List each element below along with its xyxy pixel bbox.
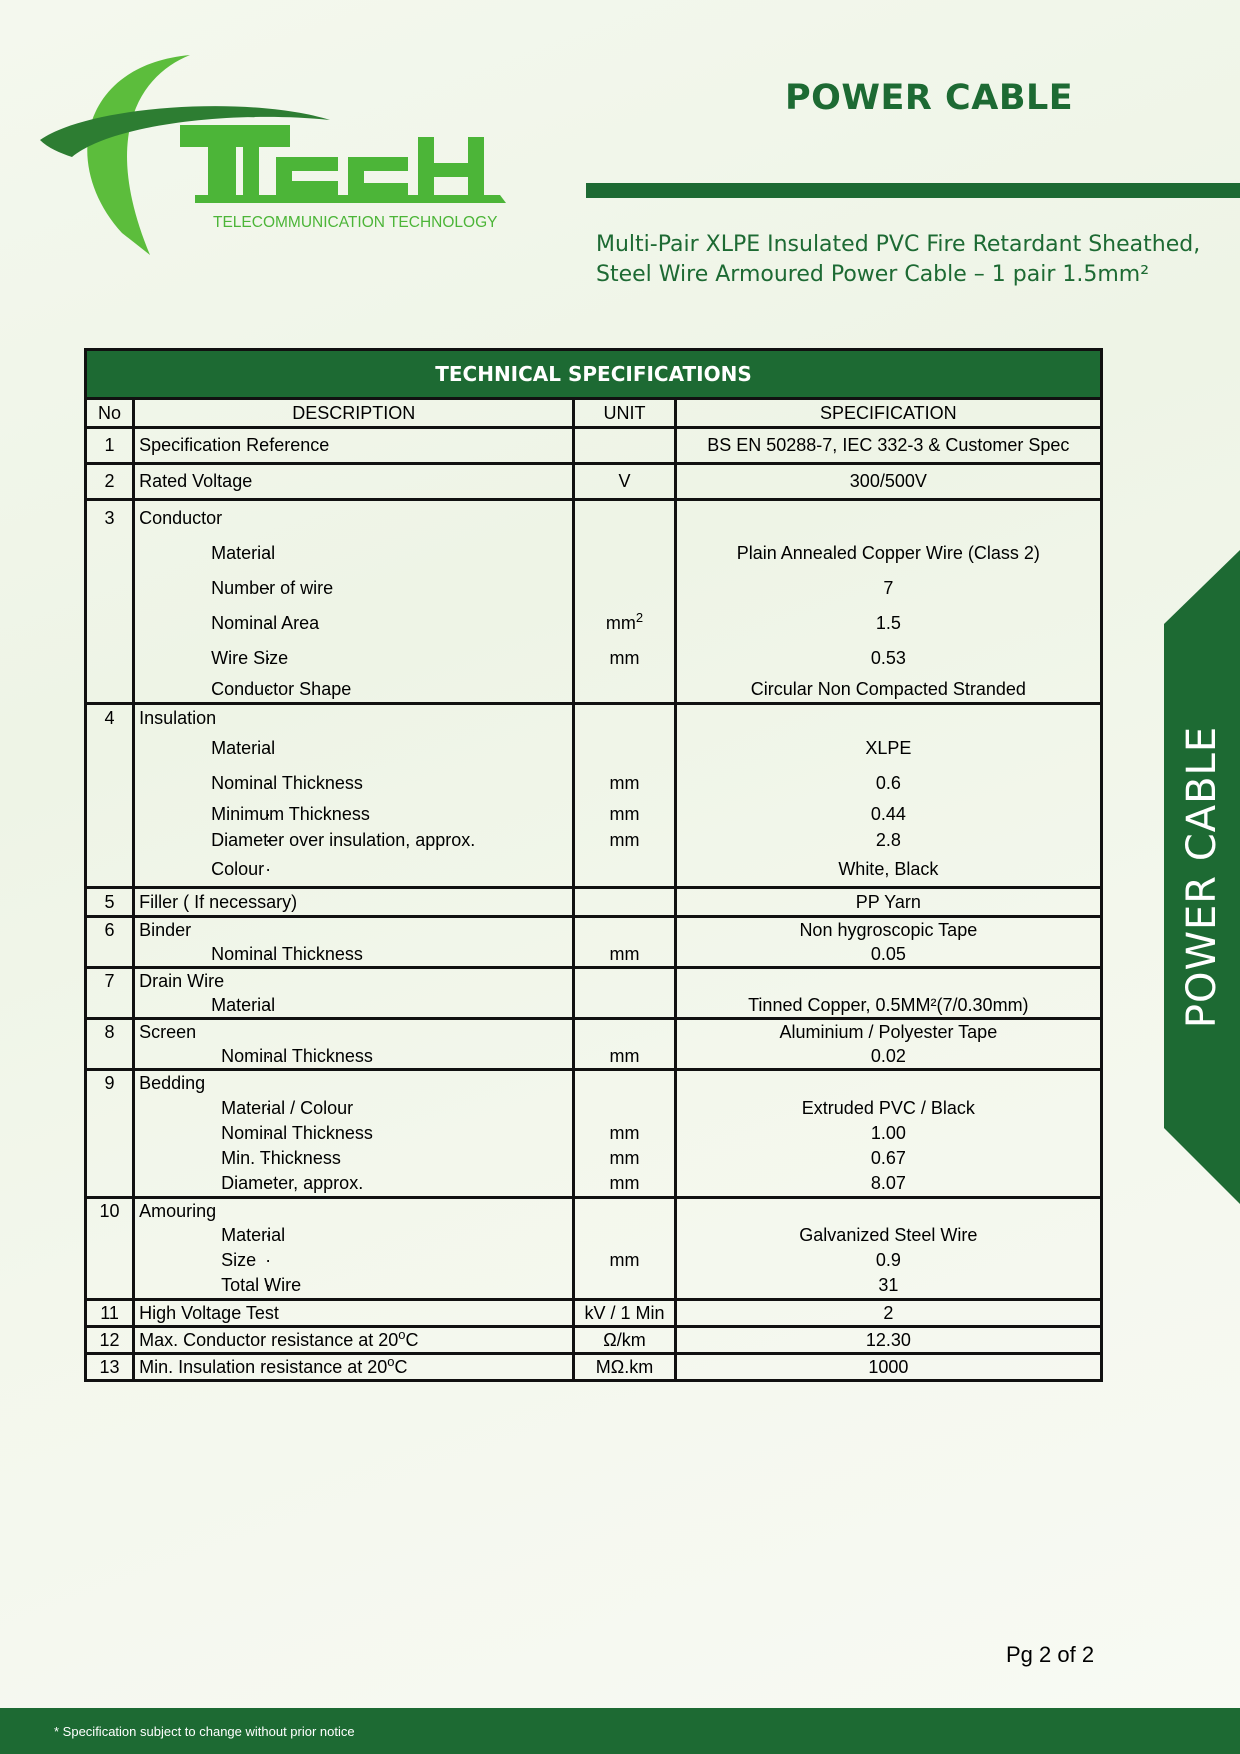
row-no: 1 bbox=[104, 435, 115, 455]
sub-item-label: · Nominal Area bbox=[135, 606, 572, 641]
sub-item-unit: mm bbox=[609, 648, 640, 668]
row-no: 6 bbox=[104, 920, 115, 940]
sub-item-label: · Material bbox=[135, 1223, 572, 1248]
desc-text: Max. Conductor resistance at 20 bbox=[139, 1330, 399, 1350]
row-no: 12 bbox=[99, 1330, 120, 1350]
sub-item-spec: 0.9 bbox=[875, 1250, 901, 1270]
sub-item-unit bbox=[575, 731, 673, 766]
sub-item-spec: 0.53 bbox=[870, 648, 906, 668]
row-description: Drain Wire bbox=[139, 971, 225, 991]
table-row bbox=[86, 917, 1102, 968]
sub-item-spec: White, Black bbox=[838, 859, 939, 879]
sub-item-spec: 1.5 bbox=[875, 613, 901, 633]
technical-specifications-table bbox=[84, 348, 1103, 1382]
sub-item-spec: Tinned Copper, 0.5MM²(7/0.30mm) bbox=[748, 995, 1029, 1015]
sub-item-spec: 0.05 bbox=[870, 944, 906, 964]
row-spec: Aluminium / Polyester Tape bbox=[779, 1022, 998, 1042]
row-spec: PP Yarn bbox=[855, 892, 921, 912]
row-no: 8 bbox=[104, 1022, 115, 1042]
row-unit: Ω/km bbox=[603, 1330, 646, 1350]
col-header-specification: SPECIFICATION bbox=[675, 399, 1101, 428]
sub-item-unit: mm bbox=[609, 1173, 640, 1193]
row-description: Filler ( If necessary) bbox=[139, 892, 298, 912]
row-description: Insulation bbox=[139, 708, 217, 728]
sub-item-spec: 1.00 bbox=[870, 1123, 906, 1143]
sub-item-label: · Diameter, approx. bbox=[135, 1171, 572, 1196]
sub-item-label: · Material bbox=[135, 536, 572, 571]
table-row bbox=[86, 428, 1102, 464]
row-no: 10 bbox=[99, 1201, 120, 1221]
sub-item-spec: 0.44 bbox=[870, 804, 906, 824]
table-row bbox=[86, 500, 1102, 704]
subtitle-line-2: Steel Wire Armoured Power Cable – 1 pair 1.5mm² bbox=[596, 262, 1150, 287]
table-row bbox=[86, 1327, 1102, 1354]
logo-tagline: TELECOMMUNICATION TECHNOLOGY bbox=[213, 214, 498, 231]
logo-letters bbox=[180, 125, 506, 203]
unit-text: mm bbox=[605, 613, 636, 633]
sub-item-spec: 0.67 bbox=[870, 1148, 906, 1168]
sub-item-unit bbox=[575, 1223, 673, 1248]
sub-item-label: · Material bbox=[135, 731, 572, 766]
sub-item-spec: XLPE bbox=[865, 738, 912, 758]
col-header-description: DESCRIPTION bbox=[134, 399, 574, 428]
sub-item-label: · Material / Colour bbox=[135, 1096, 572, 1121]
title-underline bbox=[586, 183, 1240, 198]
row-unit: V bbox=[618, 471, 631, 491]
row-unit bbox=[575, 889, 673, 915]
sub-item-unit bbox=[575, 1273, 673, 1298]
row-description: Amouring bbox=[139, 1201, 217, 1221]
sub-item-unit-area bbox=[575, 606, 673, 641]
desc-text: Min. Insulation resistance at 20 bbox=[139, 1357, 388, 1377]
sub-item-unit: mm bbox=[609, 944, 640, 964]
table-row bbox=[86, 1070, 1102, 1198]
sub-item-label: · Conductor Shape bbox=[135, 676, 572, 702]
row-spec: 1000 bbox=[868, 1357, 909, 1377]
sub-item-spec: Galvanized Steel Wire bbox=[799, 1225, 978, 1245]
row-description: Bedding bbox=[139, 1073, 206, 1093]
row-no: 4 bbox=[104, 708, 115, 728]
sub-item-spec: 2.8 bbox=[875, 830, 901, 850]
desc-tail: C bbox=[405, 1330, 419, 1350]
logo-swoosh-arc bbox=[87, 55, 190, 255]
row-no: 11 bbox=[100, 1303, 119, 1323]
row-description: Conductor bbox=[139, 508, 223, 528]
sub-item-label: · Nominal Thickness bbox=[135, 942, 572, 966]
sub-item-unit: mm bbox=[609, 1148, 640, 1168]
row-unit: MΩ.km bbox=[595, 1357, 654, 1377]
sub-item-unit: mm bbox=[609, 804, 640, 824]
sub-item-label: · Nominal Thickness bbox=[135, 1044, 572, 1068]
degree-superscript: o bbox=[398, 1327, 406, 1342]
sub-item-spec: 8.07 bbox=[870, 1173, 906, 1193]
sub-item-spec: Circular Non Compacted Stranded bbox=[750, 679, 1026, 699]
sub-item-unit bbox=[575, 571, 673, 606]
sub-item-label: · Wire Size bbox=[135, 641, 572, 676]
row-no: 2 bbox=[104, 471, 115, 491]
sub-item-spec: 0.02 bbox=[870, 1046, 906, 1066]
sub-item-unit: mm bbox=[609, 830, 640, 850]
row-spec: 12.30 bbox=[865, 1330, 911, 1350]
footer-note: * Specification subject to change without prior notice bbox=[54, 1723, 355, 1739]
table-banner: TECHNICAL SPECIFICATIONS bbox=[86, 350, 1102, 399]
row-no: 13 bbox=[99, 1357, 120, 1377]
sub-item-unit bbox=[575, 676, 673, 702]
page-number: Pg 2 of 2 bbox=[1006, 1642, 1095, 1667]
sub-item-unit: mm bbox=[609, 1250, 640, 1270]
col-header-unit: UNIT bbox=[574, 399, 675, 428]
row-no: 9 bbox=[104, 1073, 115, 1093]
sub-item-label: · Colour bbox=[135, 853, 572, 886]
table-row bbox=[86, 1198, 1102, 1300]
row-description: Screen bbox=[139, 1022, 197, 1042]
tech-logo bbox=[30, 45, 510, 265]
row-unit: kV / 1 Min bbox=[584, 1303, 665, 1323]
sub-item-label: · Minimum Thickness bbox=[135, 801, 572, 827]
sub-item-spec: 7 bbox=[883, 578, 894, 598]
side-tab bbox=[1164, 550, 1240, 1204]
sub-item-label: · Number of wire bbox=[135, 571, 572, 606]
sub-item-unit: mm bbox=[609, 1046, 640, 1066]
product-subtitle bbox=[596, 230, 1226, 290]
sub-item-unit: mm bbox=[609, 773, 640, 793]
table-row bbox=[86, 888, 1102, 917]
row-no: 7 bbox=[104, 971, 115, 991]
row-description: Specification Reference bbox=[139, 435, 330, 455]
sub-item-unit bbox=[575, 853, 673, 886]
sub-item-label: · Nominal Thickness bbox=[135, 1121, 572, 1146]
row-spec: 2 bbox=[883, 1303, 894, 1323]
table-row bbox=[86, 1019, 1102, 1070]
row-spec: Non hygroscopic Tape bbox=[799, 920, 978, 940]
sub-item-unit bbox=[575, 993, 673, 1017]
sub-item-spec: 0.6 bbox=[875, 773, 901, 793]
row-description bbox=[135, 1328, 572, 1352]
table-row bbox=[86, 704, 1102, 888]
sub-item-label: · Size bbox=[135, 1248, 572, 1273]
sub-item-label: · Diameter over insulation, approx. bbox=[135, 827, 572, 853]
sub-item-spec: 31 bbox=[878, 1275, 899, 1295]
row-spec: 300/500V bbox=[849, 471, 927, 491]
row-description: Rated Voltage bbox=[139, 471, 253, 491]
row-no: 5 bbox=[104, 892, 115, 912]
sub-item-label: · Total Wire bbox=[135, 1273, 572, 1298]
table-row bbox=[86, 464, 1102, 500]
row-unit bbox=[575, 429, 673, 462]
sub-item-label: · Min. Thickness bbox=[135, 1146, 572, 1171]
table-row bbox=[86, 1300, 1102, 1327]
row-description: High Voltage Test bbox=[139, 1303, 279, 1323]
row-description: Binder bbox=[139, 920, 192, 940]
desc-tail: C bbox=[394, 1357, 408, 1377]
page-title: POWER CABLE bbox=[785, 78, 1074, 118]
sub-item-unit bbox=[575, 536, 673, 571]
subtitle-line-1: Multi-Pair XLPE Insulated PVC Fire Retardant Sheathed, bbox=[596, 232, 1201, 257]
row-spec: BS EN 50288-7, IEC 332-3 & Customer Spec bbox=[707, 435, 1070, 455]
table-row bbox=[86, 1354, 1102, 1381]
sub-item-unit bbox=[575, 1096, 673, 1121]
side-tab-label: POWER CABLE bbox=[1179, 725, 1226, 1029]
footer-bar bbox=[0, 1708, 1240, 1754]
sub-item-label: · Nominal Thickness bbox=[135, 766, 572, 801]
degree-superscript: o bbox=[387, 1354, 395, 1369]
sub-item-label: · Material bbox=[135, 993, 572, 1017]
sub-item-spec: Plain Annealed Copper Wire (Class 2) bbox=[736, 543, 1040, 563]
table-row bbox=[86, 968, 1102, 1019]
row-no: 3 bbox=[104, 508, 115, 528]
row-description bbox=[135, 1355, 572, 1379]
sub-item-unit: mm bbox=[609, 1123, 640, 1143]
col-header-no: No bbox=[86, 399, 134, 428]
unit-superscript: 2 bbox=[635, 610, 644, 625]
sub-item-spec: Extruded PVC / Black bbox=[801, 1098, 975, 1118]
